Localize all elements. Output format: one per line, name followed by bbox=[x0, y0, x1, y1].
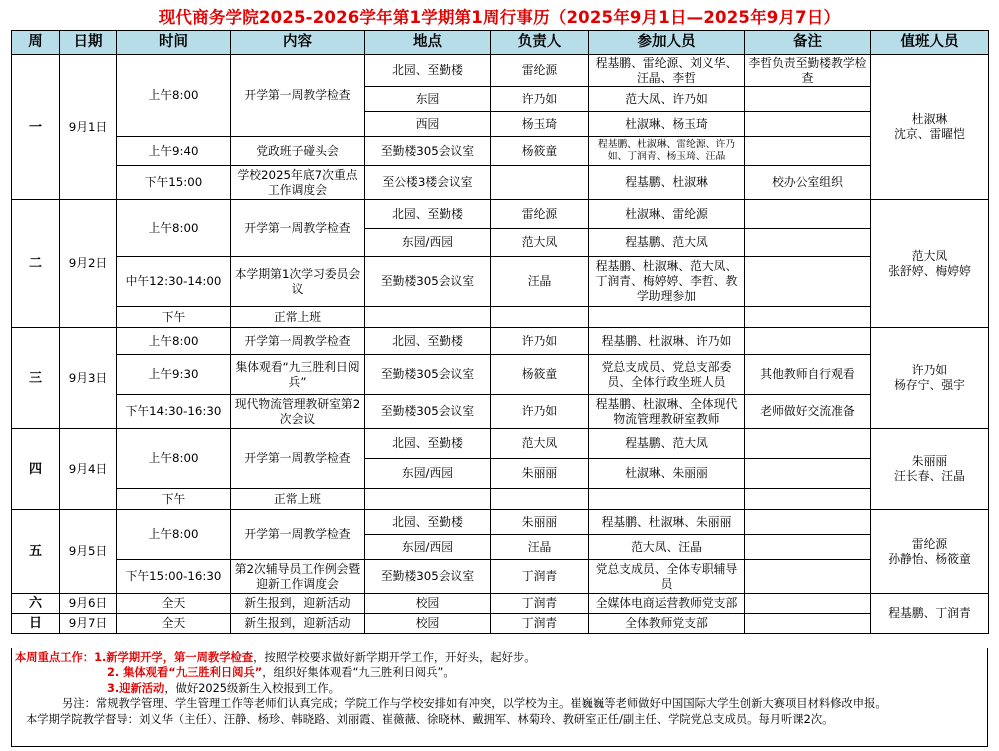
location-cell: 北园、至勤楼 bbox=[365, 200, 491, 229]
content-cell: 本学期第1次学习委员会议 bbox=[231, 257, 365, 307]
participants-cell: 全媒体电商运营教师党支部 bbox=[589, 594, 745, 614]
time-cell: 上午9:40 bbox=[117, 137, 231, 166]
note-cell bbox=[745, 489, 871, 510]
content-cell: 集体观看“九三胜利日阅兵” bbox=[231, 355, 365, 395]
note-cell bbox=[745, 594, 871, 614]
leader-cell: 朱丽丽 bbox=[491, 459, 589, 489]
leader-cell bbox=[491, 166, 589, 200]
date-cell: 9月1日 bbox=[60, 55, 117, 200]
participants-cell: 程基鹏、杜淑琳、朱丽丽 bbox=[589, 510, 745, 535]
duty-cell: 程基鹏、丁润青 bbox=[871, 594, 989, 634]
location-cell: 至公楼3楼会议室 bbox=[365, 166, 491, 200]
leader-cell: 丁润青 bbox=[491, 594, 589, 614]
participants-cell: 杜淑琳、朱丽丽 bbox=[589, 459, 745, 489]
table-row bbox=[12, 328, 989, 355]
focus-line-1 bbox=[12, 650, 987, 665]
time-cell: 全天 bbox=[117, 594, 231, 614]
time-cell: 下午 bbox=[117, 489, 231, 510]
note-cell: 老师做好交流准备 bbox=[745, 395, 871, 429]
table-row bbox=[12, 614, 989, 634]
table-row bbox=[12, 510, 989, 535]
header-week: 周 bbox=[12, 31, 60, 55]
leader-cell bbox=[491, 489, 589, 510]
time-cell: 上午8:00 bbox=[117, 328, 231, 355]
location-cell: 校园 bbox=[365, 594, 491, 614]
content-cell: 新生报到，迎新活动 bbox=[231, 594, 365, 614]
participants-cell: 程基鹏、杜淑琳、雷纶源、许乃如、丁润青、杨玉琦、汪晶 bbox=[589, 137, 745, 166]
participants-cell: 全体教师党支部 bbox=[589, 614, 745, 634]
duty-line: 孙静怡、杨筱童 bbox=[888, 551, 971, 566]
table-row bbox=[12, 200, 989, 229]
focus-2-highlight: 2. 集体观看“九三胜利日阅兵” bbox=[107, 666, 263, 680]
table-row bbox=[12, 489, 989, 510]
leader-cell: 许乃如 bbox=[491, 395, 589, 429]
time-cell: 下午14:30-16:30 bbox=[117, 395, 231, 429]
location-cell: 至勤楼305会议室 bbox=[365, 137, 491, 166]
leader-cell: 雷纶源 bbox=[491, 200, 589, 229]
content-cell: 开学第一周教学检查 bbox=[231, 510, 365, 560]
participants-cell: 党总支成员、党总支部委员、全体行政坐班人员 bbox=[589, 355, 745, 395]
focus-1-highlight: 1.新学期开学，第一周教学检查 bbox=[94, 651, 254, 664]
time-cell: 下午15:00-16:30 bbox=[117, 560, 231, 594]
leader-cell: 丁润青 bbox=[491, 614, 589, 634]
leader-cell bbox=[491, 307, 589, 328]
other-note: 另注：常规教学管理、学生管理工作等老师们认真完成；学院工作与学校安排如有冲突，以学校为主。崔巍巍等老师做好中国国际大学生创新大赛项目材料修改申报。 bbox=[62, 697, 887, 711]
leader-cell: 杨玉琦 bbox=[491, 112, 589, 137]
content-cell: 第2次辅导员工作例会暨迎新工作调度会 bbox=[231, 560, 365, 594]
duty-cell bbox=[871, 510, 989, 594]
page-title: 现代商务学院2025-2026学年第1学期第1周行事历（2025年9月1日—2025年9月7日） bbox=[158, 8, 841, 27]
note-cell bbox=[745, 614, 871, 634]
duty-line: 范大凤 bbox=[911, 248, 948, 263]
content-cell: 正常上班 bbox=[231, 489, 365, 510]
note-cell bbox=[745, 429, 871, 459]
leader-cell: 范大凤 bbox=[491, 429, 589, 459]
time-cell: 下午 bbox=[117, 307, 231, 328]
participants-cell: 杜淑琳、雷纶源 bbox=[589, 200, 745, 229]
content-cell: 开学第一周教学检查 bbox=[231, 429, 365, 489]
leader-cell: 范大凤 bbox=[491, 229, 589, 257]
time-cell: 中午12:30-14:00 bbox=[117, 257, 231, 307]
note-cell bbox=[745, 257, 871, 307]
supervisors-note: 本学期学院教学督导：刘义华（主任）、汪静、杨珍、韩晓路、刘丽霞、崔薇薇、徐晓林、戴拥军、林菊玲、教研室正任/副主任、学院党总支成员。每月听课2次。 bbox=[26, 712, 834, 726]
location-cell: 校园 bbox=[365, 614, 491, 634]
content-cell: 新生报到，迎新活动 bbox=[231, 614, 365, 634]
notes-section bbox=[11, 648, 988, 747]
focus-line-3 bbox=[12, 681, 987, 696]
duty-line: 沈京、雷曜恺 bbox=[894, 127, 965, 141]
note-cell bbox=[745, 560, 871, 594]
duty-cell bbox=[871, 55, 989, 200]
header-leader: 负责人 bbox=[491, 31, 589, 55]
header-location: 地点 bbox=[365, 31, 491, 55]
table-row bbox=[12, 307, 989, 328]
weekday-cell: 五 bbox=[12, 510, 60, 594]
location-cell: 至勤楼305会议室 bbox=[365, 560, 491, 594]
leader-cell: 丁润青 bbox=[491, 560, 589, 594]
location-cell: 东园/西园 bbox=[365, 459, 491, 489]
leader-cell: 许乃如 bbox=[491, 87, 589, 112]
note-cell bbox=[745, 112, 871, 137]
location-cell: 东园 bbox=[365, 87, 491, 112]
table-row bbox=[12, 395, 989, 429]
leader-cell: 杨筱童 bbox=[491, 355, 589, 395]
participants-cell: 杜淑琳、杨玉琦 bbox=[589, 112, 745, 137]
note-cell bbox=[745, 137, 871, 166]
leader-cell: 朱丽丽 bbox=[491, 510, 589, 535]
header-duty: 值班人员 bbox=[871, 31, 989, 55]
time-cell: 上午8:00 bbox=[117, 510, 231, 560]
participants-cell: 程基鹏、杜淑琳、范大凤、丁润青、梅婷婷、李哲、教学助理参加 bbox=[589, 257, 745, 307]
header-row bbox=[12, 31, 989, 55]
note-cell bbox=[745, 459, 871, 489]
note-cell bbox=[745, 87, 871, 112]
weekday-cell: 三 bbox=[12, 328, 60, 429]
duty-line: 朱丽丽 bbox=[911, 454, 948, 468]
duty-cell bbox=[871, 200, 989, 328]
note-cell bbox=[745, 229, 871, 257]
date-cell: 9月2日 bbox=[60, 200, 117, 328]
table-row bbox=[12, 55, 989, 87]
table-row bbox=[12, 560, 989, 594]
header-content: 内容 bbox=[231, 31, 365, 55]
date-cell: 9月7日 bbox=[60, 614, 117, 634]
content-cell: 开学第一周教学检查 bbox=[231, 55, 365, 137]
participants-cell: 程基鹏、杜淑琳 bbox=[589, 166, 745, 200]
content-cell: 学校2025年底7次重点工作调度会 bbox=[231, 166, 365, 200]
leader-cell: 杨筱童 bbox=[491, 137, 589, 166]
participants-cell: 程基鹏、杜淑琳、许乃如 bbox=[589, 328, 745, 355]
note-cell: 校办公室组织 bbox=[745, 166, 871, 200]
table-row bbox=[12, 137, 989, 166]
table-row bbox=[12, 355, 989, 395]
header-time: 时间 bbox=[117, 31, 231, 55]
header-participants: 参加人员 bbox=[589, 31, 745, 55]
time-cell: 上午8:00 bbox=[117, 55, 231, 137]
schedule-table bbox=[11, 30, 989, 634]
duty-line: 张舒婷、梅婷婷 bbox=[888, 263, 971, 278]
location-cell bbox=[365, 489, 491, 510]
time-cell: 上午8:00 bbox=[117, 200, 231, 257]
location-cell: 北园、至勤楼 bbox=[365, 510, 491, 535]
leader-cell: 雷纶源 bbox=[491, 55, 589, 87]
location-cell: 东园/西园 bbox=[365, 535, 491, 560]
note-cell bbox=[745, 307, 871, 328]
participants-cell: 范大凤、汪晶 bbox=[589, 535, 745, 560]
date-cell: 9月6日 bbox=[60, 594, 117, 614]
focus-1-text: ，按照学校要求做好新学期开学工作，开好头，起好步。 bbox=[253, 651, 536, 664]
duty-line: 许乃如 bbox=[911, 363, 948, 377]
duty-line: 杨存宁、强宇 bbox=[894, 378, 965, 392]
location-cell: 至勤楼305会议室 bbox=[365, 395, 491, 429]
focus-3-highlight: 3.迎新活动 bbox=[107, 681, 165, 695]
location-cell: 北园、至勤楼 bbox=[365, 328, 491, 355]
participants-cell: 党总支成员、全体专职辅导员 bbox=[589, 560, 745, 594]
location-cell: 至勤楼305会议室 bbox=[365, 355, 491, 395]
duty-cell bbox=[871, 328, 989, 429]
content-cell: 正常上班 bbox=[231, 307, 365, 328]
participants-cell: 程基鹏、范大凤 bbox=[589, 429, 745, 459]
note-cell: 其他教师自行观看 bbox=[745, 355, 871, 395]
header-note: 备注 bbox=[745, 31, 871, 55]
note-cell bbox=[745, 200, 871, 229]
weekday-cell: 二 bbox=[12, 200, 60, 328]
focus-3-text: ，做好2025级新生入校报到工作。 bbox=[164, 681, 340, 695]
content-cell: 开学第一周教学检查 bbox=[231, 200, 365, 257]
location-cell: 至勤楼305会议室 bbox=[365, 257, 491, 307]
duty-cell bbox=[871, 429, 989, 510]
time-cell: 上午9:30 bbox=[117, 355, 231, 395]
leader-cell: 许乃如 bbox=[491, 328, 589, 355]
location-cell bbox=[365, 307, 491, 328]
date-cell: 9月5日 bbox=[60, 510, 117, 594]
location-cell: 西园 bbox=[365, 112, 491, 137]
table-row bbox=[12, 257, 989, 307]
content-cell: 开学第一周教学检查 bbox=[231, 328, 365, 355]
participants-cell: 程基鹏、雷纶源、刘义华、汪晶、李哲 bbox=[589, 55, 745, 87]
date-cell: 9月3日 bbox=[60, 328, 117, 429]
table-row bbox=[12, 429, 989, 459]
note-cell: 李哲负责至勤楼教学检查 bbox=[745, 55, 871, 87]
duty-line: 杜淑琳 bbox=[911, 112, 948, 126]
duty-line: 雷纶源 bbox=[911, 536, 948, 551]
location-cell: 北园、至勤楼 bbox=[365, 55, 491, 87]
time-cell: 全天 bbox=[117, 614, 231, 634]
weekday-cell: 六 bbox=[12, 594, 60, 614]
focus-line-2 bbox=[12, 665, 987, 680]
participants-cell: 程基鹏、杜淑琳、全体现代物流管理教研室教师 bbox=[589, 395, 745, 429]
participants-cell: 程基鹏、范大凤 bbox=[589, 229, 745, 257]
weekday-cell: 四 bbox=[12, 429, 60, 510]
leader-cell: 汪晶 bbox=[491, 535, 589, 560]
content-cell: 现代物流管理教研室第2次会议 bbox=[231, 395, 365, 429]
focus-label: 本周重点工作： bbox=[15, 651, 95, 664]
note-cell bbox=[745, 535, 871, 560]
weekday-cell: 日 bbox=[12, 614, 60, 634]
focus-2-text: ，组织好集体观看“九三胜利日阅兵”。 bbox=[262, 666, 455, 680]
note-cell bbox=[745, 328, 871, 355]
content-cell: 党政班子碰头会 bbox=[231, 137, 365, 166]
time-cell: 下午15:00 bbox=[117, 166, 231, 200]
location-cell: 东园/西园 bbox=[365, 229, 491, 257]
weekday-cell: 一 bbox=[12, 55, 60, 200]
location-cell: 北园、至勤楼 bbox=[365, 429, 491, 459]
note-cell bbox=[745, 510, 871, 535]
time-cell: 上午8:00 bbox=[117, 429, 231, 489]
participants-cell bbox=[589, 307, 745, 328]
table-row bbox=[12, 594, 989, 614]
table-row bbox=[12, 166, 989, 200]
participants-cell bbox=[589, 489, 745, 510]
header-date: 日期 bbox=[60, 31, 117, 55]
participants-cell: 范大凤、许乃如 bbox=[589, 87, 745, 112]
duty-line: 汪长春、汪晶 bbox=[894, 469, 965, 483]
leader-cell: 汪晶 bbox=[491, 257, 589, 307]
date-cell: 9月4日 bbox=[60, 429, 117, 510]
